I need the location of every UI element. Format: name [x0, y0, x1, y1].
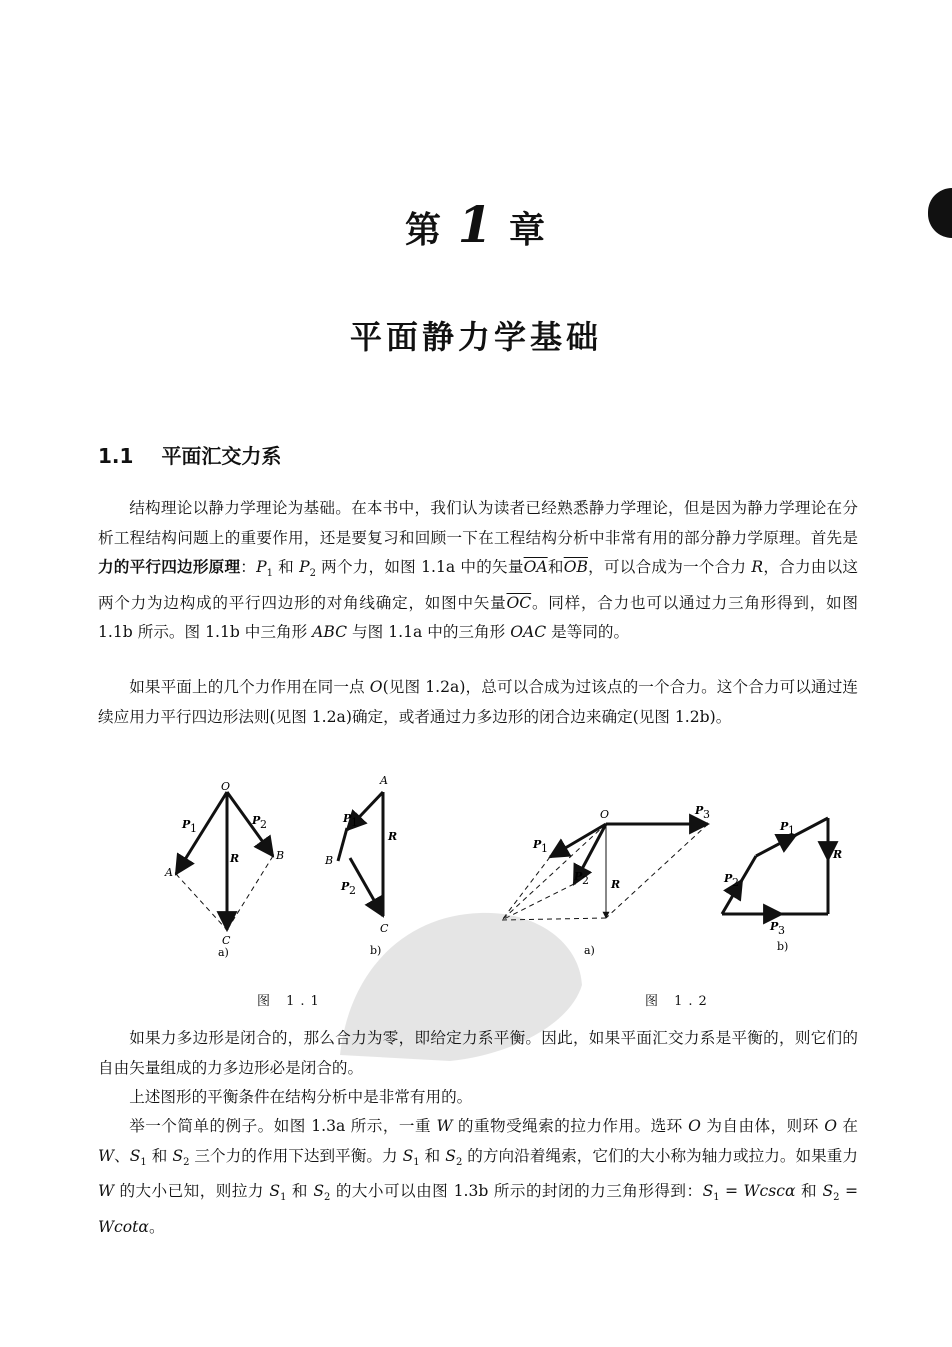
svg-text:P: P [182, 818, 191, 831]
svg-text:C: C [222, 934, 231, 947]
svg-text:R: R [388, 830, 398, 843]
figure-1-1a [164, 780, 284, 959]
vector-oa: $\overline{OA}$ [523, 558, 548, 576]
svg-text:B: B [325, 854, 334, 867]
svg-text:b): b) [777, 940, 789, 953]
svg-text:P: P [724, 872, 733, 885]
svg-text:O: O [600, 808, 610, 821]
paragraph-3: 如果力多边形是闭合的，那么合力为零，即给定力系平衡。因此，如果平面汇交力系是平衡的，则它们的自由矢量组成的力多边形必是闭合的。 [98, 1029, 858, 1077]
figure-1-2-caption: 图 1.2 [645, 994, 713, 1009]
svg-text:P: P [533, 838, 542, 851]
chapter-suffix: 章 [508, 210, 547, 251]
vector-oc: $\overline{OC}$ [506, 593, 532, 612]
svg-text:P: P [695, 804, 704, 817]
svg-text:1: 1 [351, 816, 358, 829]
figure-1-1-caption: 图 1.1 [257, 994, 325, 1009]
chapter-title: 平面静力学基础 [349, 318, 602, 356]
svg-text:P: P [343, 812, 352, 825]
svg-text:2: 2 [582, 874, 589, 887]
svg-text:b): b) [370, 944, 382, 957]
svg-text:2: 2 [260, 818, 267, 831]
section-number: 1.1 [98, 444, 134, 468]
svg-text:C: C [380, 922, 389, 935]
paragraph-5: 举一个简单的例子。如图 1.3a 所示，一重 W 的重物受绳索的拉力作用。选环 O 为自由体，则环 O 在 W、$S_1$ 和 $S_2$ 三个力的作用下达到平衡。力 $S_1$ 和 $S_2$ 的方向沿着绳索，它们的大小称为轴力或拉力。如果重力 W 的大小已知，则拉力 $S_1$ 和 $S_2$ 的大小可以由图 1.3b 所示的封闭的力三角形得到：$S_1 = Wcsc\alpha$ 和 $S_2 = Wcot\alpha$。 [98, 1117, 859, 1236]
chapter-heading [0, 195, 952, 254]
svg-text:1: 1 [190, 822, 197, 835]
svg-text:P: P [252, 814, 261, 827]
equation-s2: S [822, 1182, 834, 1201]
equation-s1: S [702, 1182, 714, 1201]
svg-text:R: R [611, 878, 621, 891]
svg-text:P: P [780, 820, 789, 833]
svg-text:P: P [341, 880, 350, 893]
bold-term: 力的平行四边形原理 [98, 558, 241, 576]
svg-text:2: 2 [732, 876, 739, 889]
chapter-prefix: 第 [405, 210, 444, 251]
paragraph-2: 如果平面上的几个力作用在同一点 O(见图 1.2a)，总可以合成为过该点的一个合力。这个合力可以通过连续应用力平行四边形法则(见图 1.2a)确定，或者通过力多边形的闭合边来确定(见图 1.2b)。 [98, 678, 858, 726]
svg-text:R: R [230, 852, 240, 865]
svg-text:a): a) [584, 944, 595, 957]
figure-1-2b [722, 818, 842, 953]
section-heading [98, 440, 281, 469]
section-title: 平面汇交力系 [161, 444, 282, 468]
svg-text:3: 3 [703, 808, 710, 821]
paragraph-1: 结构理论以静力学理论为基础。在本书中，我们认为读者已经熟悉静力学理论，但是因为静力学理论在分析工程结构问题上的重要作用，还是要复习和回顾一下在工程结构分析中非常有用的部分静力学原理。首先是力的平行四边形原理：$P_1$ 和 $P_2$ 两个力，如图 1.1a 中的矢量$\overline{OA}$和$\overline{OB}$，可以合成为一个合力 R，合力由以这两个力为边构成的平行四边形的对角线确定，如图中矢量$\overline{OC}$。同样，合力也可以通过力三角形得到，如图 1.1b 所示。图 1.1b 中三角形 ABC 与图 1.1a 中的三角形 OAC 是等同的。 [98, 499, 858, 642]
svg-text:3: 3 [778, 924, 785, 937]
svg-text:A: A [165, 866, 173, 879]
chapter-number: 1 [457, 195, 495, 254]
svg-text:1: 1 [541, 842, 548, 855]
vector-ob: $\overline{OB}$ [563, 558, 588, 576]
svg-text:2: 2 [349, 884, 356, 897]
svg-text:P: P [574, 870, 583, 883]
svg-text:O: O [221, 780, 231, 793]
svg-text:A: A [380, 774, 388, 787]
svg-text:1: 1 [788, 824, 795, 837]
svg-text:a): a) [218, 946, 229, 959]
svg-text:P: P [770, 920, 779, 933]
svg-text:B: B [276, 849, 285, 862]
paragraph-4: 上述图形的平衡条件在结构分析中是非常有用的。 [129, 1088, 473, 1106]
svg-text:R: R [833, 848, 843, 861]
